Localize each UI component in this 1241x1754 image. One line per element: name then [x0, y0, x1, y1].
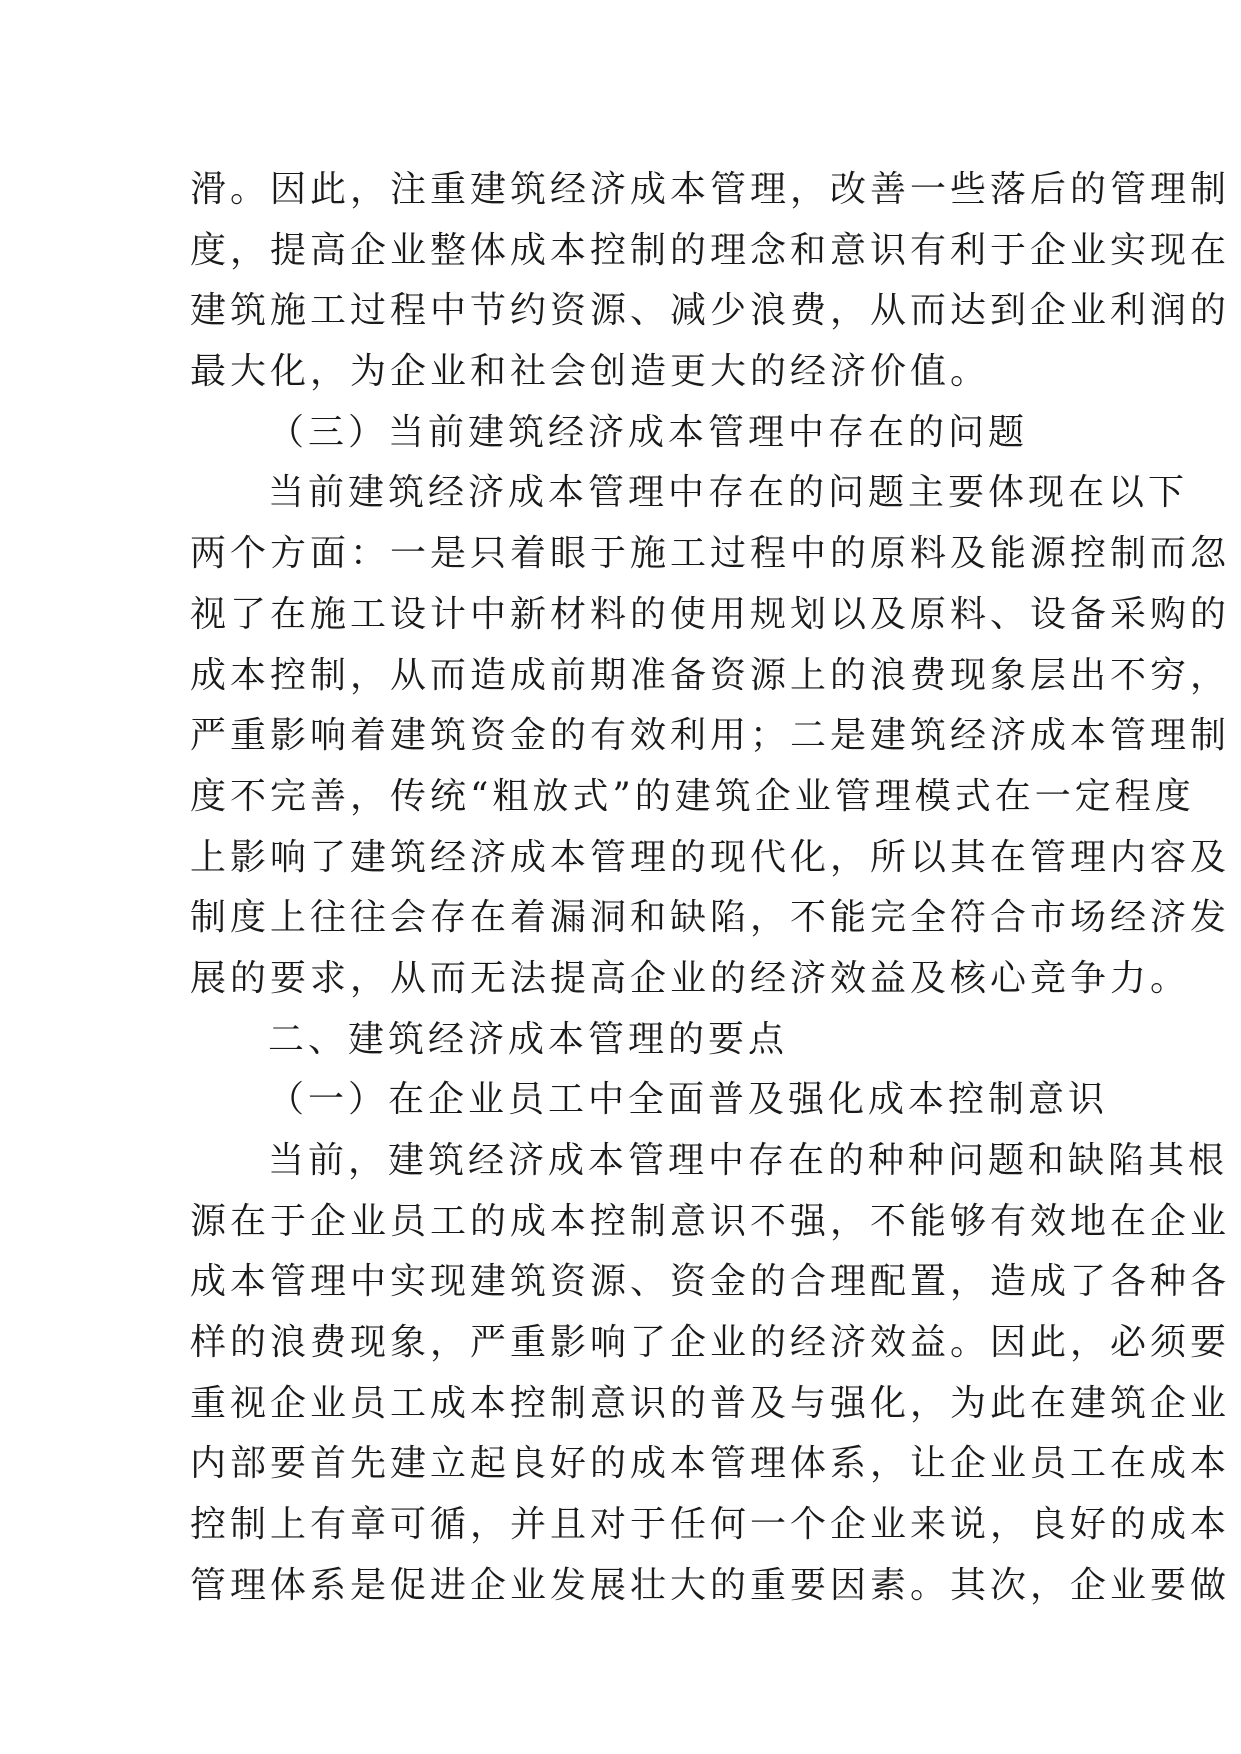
text-line: 严重影响着建筑资金的有效利用；二是建筑经济成本管理制: [190, 715, 1231, 757]
text-line: （三）当前建筑经济成本管理中存在的问题: [268, 411, 1029, 453]
text-line: 当前，建筑经济成本管理中存在的种种问题和缺陷其根: [268, 1140, 1229, 1181]
text-line: 控制上有章可循，并且对于任何一个企业来说，良好的成本: [190, 1504, 1231, 1546]
text-line: 建筑施工过程中节约资源、减少浪费，从而达到企业利润的: [190, 290, 1231, 332]
text-line: 成本管理中实现建筑资源、资金的合理配置，造成了各种各: [190, 1261, 1231, 1303]
text-line: 内部要首先建立起良好的成本管理体系，让企业员工在成本: [190, 1443, 1231, 1485]
text-line: （一）在企业员工中全面普及强化成本控制意识: [268, 1079, 1109, 1121]
text-line: 成本控制，从而造成前期准备资源上的浪费现象层出不穷，: [190, 654, 1231, 696]
text-line: 展的要求，从而无法提高企业的经济效益及核心竞争力。: [190, 957, 1191, 999]
body-text: [190, 160, 1231, 1617]
text-line: 上影响了建筑经济成本管理的现代化，所以其在管理内容及: [190, 836, 1231, 878]
text-line: 二、建筑经济成本管理的要点: [268, 1018, 789, 1060]
text-line: 源在于企业员工的成本控制意识不强，不能够有效地在企业: [190, 1200, 1231, 1242]
text-line: 两个方面：一是只着眼于施工过程中的原料及能源控制而忽: [190, 533, 1231, 575]
text-line: 度，提高企业整体成本控制的理念和意识有利于企业实现在: [190, 229, 1231, 271]
text-line: 样的浪费现象，严重影响了企业的经济效益。因此，必须要: [190, 1322, 1231, 1364]
text-line: 滑。因此，注重建筑经济成本管理，改善一些落后的管理制: [190, 169, 1231, 210]
text-line: 当前建筑经济成本管理中存在的问题主要体现在以下: [268, 472, 1189, 514]
text-line: 视了在施工设计中新材料的使用规划以及原料、设备采购的: [190, 593, 1231, 635]
text-line: 重视企业员工成本控制意识的普及与强化，为此在建筑企业: [190, 1382, 1231, 1424]
text-line: 度不完善，传统“粗放式”的建筑企业管理模式在一定程度: [190, 775, 1195, 817]
text-line: 最大化，为企业和社会创造更大的经济价值。: [190, 351, 991, 393]
text-line: 管理体系是促进企业发展壮大的重要因素。其次，企业要做: [190, 1564, 1231, 1606]
text-line: 制度上往往会存在着漏洞和缺陷，不能完全符合市场经济发: [190, 897, 1231, 939]
